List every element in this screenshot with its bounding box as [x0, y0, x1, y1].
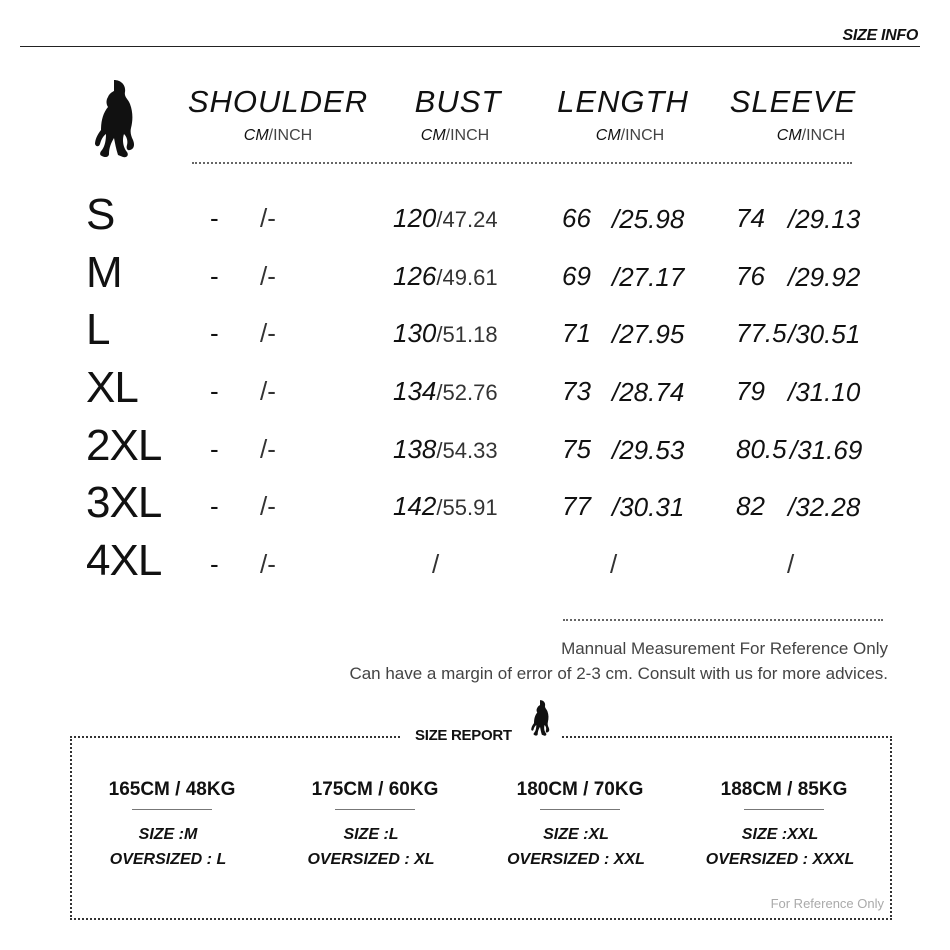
col-unit-length: CM/INCH: [595, 127, 665, 144]
size-label-4xl: 4XL: [86, 536, 162, 585]
size-report-title: SIZE REPORT: [415, 727, 512, 744]
col-title-shoulder: SHOULDER: [187, 84, 369, 119]
shoulder-cm: -: [210, 203, 219, 233]
size-label-m: M: [86, 248, 122, 297]
note-line-2: Can have a margin of error of 2-3 cm. Consult with us for more advices.: [349, 664, 888, 683]
report-size: SIZE :L: [343, 826, 399, 843]
report-oversized: OVERSIZED : L: [109, 851, 227, 868]
size-label-xl: XL: [86, 363, 138, 412]
reference-footnote: For Reference Only: [770, 896, 884, 911]
report-size: SIZE :M: [138, 826, 198, 843]
report-divider: [744, 809, 824, 810]
length-inch: /25.98: [612, 204, 685, 234]
shoulder-cm: -: [210, 376, 219, 406]
sleeve-empty: /: [787, 549, 795, 579]
col-unit-shoulder: CM/INCH: [243, 127, 313, 144]
length-cm: 75: [562, 434, 591, 464]
size-label-s: S: [86, 190, 115, 239]
size-label-3xl: 3XL: [86, 478, 162, 527]
bust-cell: 130/51.18: [393, 318, 498, 348]
length-inch: /29.53: [612, 435, 685, 465]
footer-dotted-divider: [563, 619, 883, 621]
bust-cell: 134/52.76: [393, 376, 498, 406]
size-label-l: L: [86, 305, 110, 354]
length-inch: /27.17: [612, 262, 685, 292]
shoulder-cm: -: [210, 434, 219, 464]
sleeve-inch: /30.51: [788, 319, 861, 349]
length-cm: 73: [562, 376, 591, 406]
shoulder-inch: /-: [260, 491, 276, 521]
sleeve-cm: 79: [736, 376, 765, 406]
shoulder-inch: /-: [260, 261, 276, 291]
sleeve-inch: /29.92: [788, 262, 861, 292]
col-title-sleeve: SLEEVE: [729, 84, 857, 119]
shoulder-inch: /-: [260, 203, 276, 233]
sleeve-cm: 77.5: [736, 318, 787, 348]
shoulder-inch: /-: [260, 434, 276, 464]
sleeve-inch: /31.10: [788, 377, 861, 407]
report-oversized: OVERSIZED : XL: [307, 851, 435, 868]
shoulder-cm: -: [210, 318, 219, 348]
length-cm: 71: [562, 318, 591, 348]
ape-figure-icon: [88, 78, 140, 164]
report-height-weight: 175CM / 60KG: [311, 779, 439, 800]
report-divider: [540, 809, 620, 810]
sleeve-inch: /32.28: [788, 492, 861, 522]
length-cm: 77: [562, 491, 591, 521]
shoulder-cm: -: [210, 491, 219, 521]
report-oversized: OVERSIZED : XXXL: [705, 851, 855, 868]
header-dotted-divider: [192, 162, 852, 164]
report-divider: [132, 809, 212, 810]
length-inch: /28.74: [612, 377, 685, 407]
sleeve-cm: 74: [736, 203, 765, 233]
report-size: SIZE :XXL: [741, 826, 819, 843]
size-info-title: SIZE INFO: [842, 27, 918, 44]
report-size: SIZE :XL: [543, 826, 609, 843]
length-cm: 66: [562, 203, 591, 233]
col-title-length: LENGTH: [557, 84, 689, 119]
length-empty: /: [610, 549, 618, 579]
sleeve-cm: 76: [736, 261, 765, 291]
length-cm: 69: [562, 261, 591, 291]
sleeve-cm: 82: [736, 491, 765, 521]
bust-cell: 138/54.33: [393, 434, 498, 464]
bust-cell: 142/55.91: [393, 491, 498, 521]
col-unit-bust: CM/INCH: [420, 127, 490, 144]
sleeve-cm: 80.5: [736, 434, 787, 464]
shoulder-cm: -: [210, 549, 219, 579]
bust-cell: 126/49.61: [393, 261, 498, 291]
sleeve-inch: /29.13: [788, 204, 861, 234]
bust-cell: 120/47.24: [393, 203, 498, 233]
report-divider: [335, 809, 415, 810]
top-divider: [20, 46, 920, 47]
report-height-weight: 165CM / 48KG: [108, 779, 236, 800]
size-label-2xl: 2XL: [86, 421, 162, 470]
length-inch: /30.31: [612, 492, 685, 522]
length-inch: /27.95: [612, 319, 685, 349]
col-title-bust: BUST: [414, 84, 502, 119]
note-line-1: Mannual Measurement For Reference Only: [561, 639, 888, 658]
sleeve-inch: /31.69: [790, 435, 863, 465]
shoulder-inch: /-: [260, 318, 276, 348]
report-oversized: OVERSIZED : XXL: [507, 851, 645, 868]
shoulder-inch: /-: [260, 376, 276, 406]
shoulder-inch: /-: [260, 549, 276, 579]
ape-figure-small-icon: [528, 696, 552, 742]
col-unit-sleeve: CM/INCH: [776, 127, 846, 144]
bust-empty: /: [432, 549, 440, 579]
report-height-weight: 188CM / 85KG: [720, 779, 848, 800]
report-height-weight: 180CM / 70KG: [516, 779, 644, 800]
shoulder-cm: -: [210, 261, 219, 291]
